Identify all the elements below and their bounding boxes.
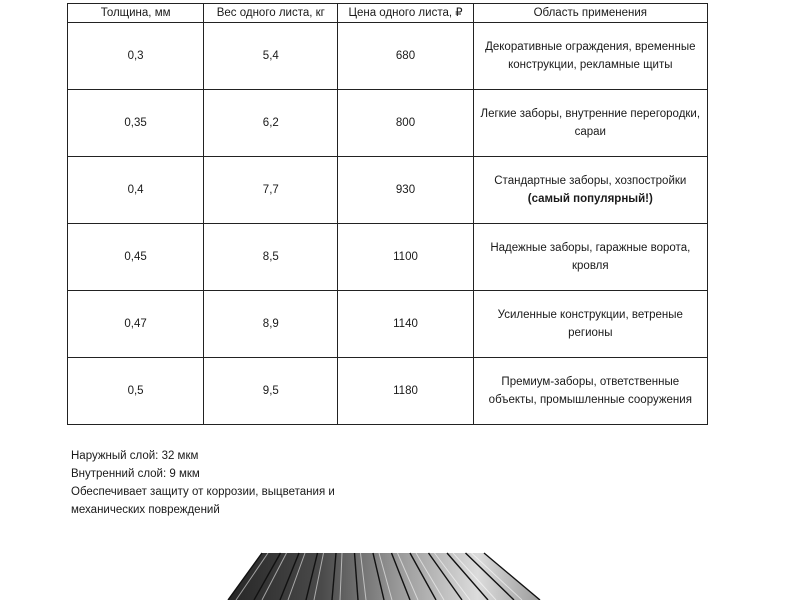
usage-text: Надежные заборы, гаражные ворота, кровля (490, 242, 691, 272)
cell-thickness: 0,35 (68, 90, 204, 157)
cell-weight: 6,2 (204, 90, 338, 157)
sheet-rib-shadow (484, 553, 540, 600)
sheet-rib-shadow (392, 553, 411, 600)
cell-thickness: 0,3 (68, 23, 204, 90)
cell-price: 1100 (338, 224, 473, 291)
cell-usage (473, 291, 707, 358)
sheet-rib-highlight (361, 553, 367, 600)
table-row (68, 157, 708, 224)
usage-text: Стандартные заборы, хозпостройки (494, 175, 687, 187)
table-row (68, 224, 708, 291)
cell-weight: 5,4 (204, 23, 338, 90)
coating-notes (71, 447, 335, 519)
cell-price: 1140 (338, 291, 473, 358)
sheet-rib-highlight (236, 553, 268, 600)
usage-text: Премиум-заборы, ответственные объекты, промышленные сооружения (488, 376, 692, 406)
usage-text: Декоративные ограждения, временные конструкции, рекламные щиты (485, 41, 696, 71)
cell-usage (473, 90, 707, 157)
sheet-rib-highlight (472, 553, 523, 600)
sheet-rib-highlight (398, 553, 419, 600)
sheet-rib-highlight (416, 553, 444, 600)
sheet-rib-shadow (332, 553, 336, 600)
sheet-rib-highlight (453, 553, 496, 600)
sheet-rib-highlight (379, 553, 392, 600)
sheet-rib-highlight (262, 553, 287, 600)
sheet-rib-highlight (435, 553, 471, 600)
header-usage: Область применения (473, 4, 707, 23)
sheet-rib-highlight (340, 553, 342, 600)
cell-usage (473, 157, 707, 224)
table-header-row (68, 4, 708, 23)
cell-price: 800 (338, 90, 473, 157)
cell-price: 930 (338, 157, 473, 224)
sheet-rib-shadow (228, 553, 262, 600)
cell-weight: 9,5 (204, 358, 338, 425)
cell-thickness: 0,47 (68, 291, 204, 358)
usage-text: Легкие заборы, внутренние перегородки, сараи (480, 108, 701, 138)
sheet-body (228, 553, 540, 600)
cell-price: 680 (338, 23, 473, 90)
sheet-rib-highlight (314, 553, 324, 600)
table-row (68, 291, 708, 358)
cell-usage (473, 224, 707, 291)
sheet-rib-shadow (373, 553, 384, 600)
sheet-rib-shadow (254, 553, 281, 600)
inner-layer-text: Внутренний слой: 9 мкм (71, 468, 200, 480)
cell-thickness: 0,4 (68, 157, 204, 224)
cell-weight: 7,7 (204, 157, 338, 224)
sheet-rib-highlight (288, 553, 305, 600)
cell-usage (473, 23, 707, 90)
header-thickness: Толщина, мм (68, 4, 204, 23)
specifications-table (67, 3, 708, 425)
cell-thickness: 0,5 (68, 358, 204, 425)
usage-text: Усиленные конструкции, ветреные регионы (497, 309, 683, 339)
sheet-ribs (228, 553, 548, 600)
cell-thickness: 0,45 (68, 224, 204, 291)
outer-layer-text: Наружный слой: 32 мкм (71, 450, 199, 462)
table-row (68, 358, 708, 425)
header-price: Цена одного листа, ₽ (338, 4, 473, 23)
sheet-rib-shadow (355, 553, 359, 600)
sheet-rib-shadow (429, 553, 463, 600)
sheet-rib-shadow (306, 553, 318, 600)
cell-weight: 8,9 (204, 291, 338, 358)
sheet-rib-highlight (490, 553, 548, 600)
protection-text-line1: Обеспечивает защиту от коррозии, выцветания и (71, 486, 335, 498)
cell-usage (473, 358, 707, 425)
table-row (68, 90, 708, 157)
sheet-rib-shadow (410, 553, 436, 600)
sheet-rib-shadow (280, 553, 299, 600)
cell-weight: 8,5 (204, 224, 338, 291)
header-weight: Вес одного листа, кг (204, 4, 338, 23)
popular-badge: (самый популярный!) (527, 193, 653, 205)
sheet-rib-shadow (447, 553, 488, 600)
protection-text-line2: механических повреждений (71, 504, 220, 516)
table-row (68, 23, 708, 90)
cell-price: 1180 (338, 358, 473, 425)
sheet-rib-shadow (466, 553, 515, 600)
